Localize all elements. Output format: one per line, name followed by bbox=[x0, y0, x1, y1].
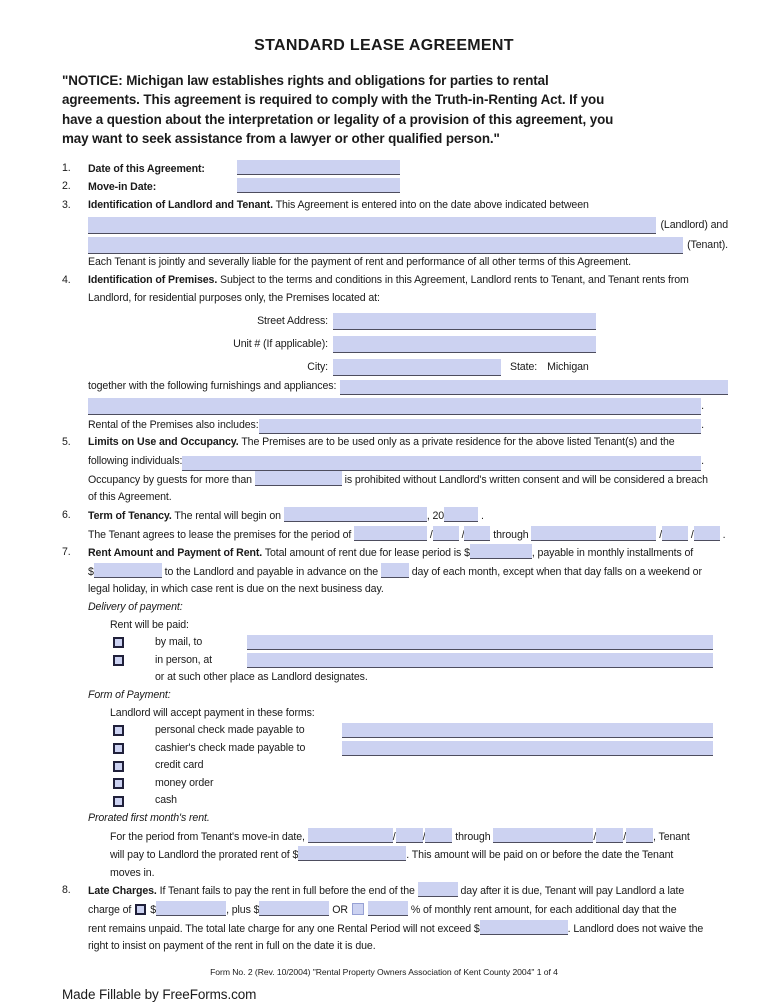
total-rent-field[interactable] bbox=[470, 544, 532, 559]
max-late-charge-field[interactable] bbox=[480, 920, 568, 935]
state-label: State: bbox=[510, 360, 538, 373]
item-3-intro: This Agreement is entered into on the date above indicated between bbox=[275, 198, 589, 211]
monthly-rent-field[interactable] bbox=[94, 563, 162, 578]
lease-pre-text: The Tenant agrees to lease the premises for the period of bbox=[88, 528, 352, 541]
slash-text: / bbox=[392, 830, 396, 843]
legal-holiday-text: legal holiday, in which case rent is due on the next business day. bbox=[88, 583, 384, 596]
street-address-field[interactable] bbox=[333, 313, 596, 330]
late-l3-post-text: . Landlord does not waive the bbox=[567, 922, 704, 935]
item-3-note: Each Tenant is jointly and severally liable for the payment of rent and performance of all other terms of this Agreement. bbox=[88, 256, 631, 269]
other-place-text: or at such other place as Landlord designates. bbox=[155, 671, 368, 684]
slash-text: / bbox=[422, 830, 426, 843]
begin-pre-text: The rental will begin on bbox=[174, 509, 281, 522]
item-1 bbox=[62, 160, 728, 179]
landlord-suffix: (Landlord) and bbox=[660, 218, 728, 231]
date-of-agreement-field[interactable] bbox=[237, 160, 400, 175]
page-title: STANDARD LEASE AGREEMENT bbox=[254, 37, 514, 54]
dollar-sign: $ bbox=[88, 565, 94, 578]
slash-text: / bbox=[659, 528, 663, 541]
furnishings-field-1[interactable] bbox=[340, 380, 728, 395]
comma-20-text: , 20 bbox=[426, 509, 445, 522]
slash-text: / bbox=[593, 830, 597, 843]
late-l1-pre-text: If Tenant fails to pay the rent in full before the end of the bbox=[159, 885, 415, 898]
occupancy-post-text: is prohibited without Landlord's written consent and will be considered a breach bbox=[344, 473, 708, 486]
form-number-footer: Form No. 2 (Rev. 10/2004) "Rental Property Owners Association of Kent County 2004" 1 of 4 bbox=[210, 966, 558, 977]
item-5-heading: Limits on Use and Occupancy. bbox=[88, 436, 239, 449]
in-person-checkbox[interactable] bbox=[113, 655, 124, 666]
late-flat-fee-checkbox[interactable] bbox=[135, 904, 146, 915]
item-6-number: 6. bbox=[62, 508, 71, 521]
unit-number-label: Unit # (If applicable): bbox=[233, 337, 328, 350]
item-4 bbox=[62, 272, 728, 434]
moves-in-text: moves in. bbox=[110, 866, 155, 879]
item-2 bbox=[62, 178, 728, 197]
occupancy-pre-text: Occupancy by guests for more than bbox=[88, 473, 252, 486]
item-4-intro-1: Subject to the terms and conditions in this Agreement, Landlord rents to Tenant, and Tenant rents from bbox=[220, 274, 689, 286]
item-8-heading: Late Charges. bbox=[88, 885, 157, 898]
city-label: City: bbox=[307, 360, 328, 373]
prorated2-post-text: . This amount will be paid on or before the date the Tenant bbox=[406, 849, 674, 862]
item-5-number: 5. bbox=[62, 436, 71, 449]
due-day-field[interactable] bbox=[381, 563, 409, 578]
prorated2-pre-text: will pay to Landlord the prorated rent of $ bbox=[110, 849, 299, 862]
cashiers-check-label: cashier's check made payable to bbox=[155, 741, 306, 754]
by-mail-checkbox[interactable] bbox=[113, 637, 124, 648]
individuals-field[interactable] bbox=[182, 456, 701, 471]
credit-card-label: credit card bbox=[155, 759, 204, 772]
by-mail-label: by mail, to bbox=[155, 636, 203, 649]
item-8-number: 8. bbox=[62, 884, 71, 897]
notice-line-2: agreements. This agreement is required to comply with the Truth-in-Renting Act. If you bbox=[62, 92, 605, 108]
prorated-start-field[interactable] bbox=[308, 828, 393, 843]
item-4-heading: Identification of Premises. bbox=[88, 274, 218, 286]
late-l1-post-text: day after it is due, Tenant will pay Landlord a late bbox=[460, 885, 685, 898]
personal-check-label: personal check made payable to bbox=[155, 724, 305, 737]
lease-end-yy-field[interactable] bbox=[694, 526, 720, 541]
money-order-checkbox[interactable] bbox=[113, 778, 124, 789]
cash-label: cash bbox=[155, 794, 177, 807]
late-l4-text: right to insist on payment of the rent in full on the date it is due. bbox=[88, 940, 376, 953]
late-charge-daily-field[interactable] bbox=[259, 901, 329, 916]
landlord-name-field[interactable] bbox=[88, 217, 656, 234]
prorated-heading: Prorated first month's rent. bbox=[88, 812, 210, 825]
item-8 bbox=[62, 882, 728, 955]
item-4-intro-2: Landlord, for residential purposes only, the Premises located at: bbox=[88, 291, 380, 304]
personal-check-payee-field[interactable] bbox=[342, 723, 713, 738]
or-text: OR bbox=[332, 904, 348, 917]
prorated-end-mm-field[interactable] bbox=[596, 828, 623, 843]
late-days-field[interactable] bbox=[418, 882, 458, 897]
unit-number-field[interactable] bbox=[333, 336, 596, 353]
lease-start-mm-field[interactable] bbox=[433, 526, 459, 541]
item-7-number: 7. bbox=[62, 546, 71, 559]
by-mail-address-field[interactable] bbox=[247, 635, 713, 650]
personal-check-checkbox[interactable] bbox=[113, 725, 124, 736]
item-3-number: 3. bbox=[62, 198, 71, 211]
begin-year-field[interactable] bbox=[444, 507, 478, 522]
total-rent-pre-text: Total amount of rent due for lease period is $ bbox=[264, 547, 470, 560]
item-5 bbox=[62, 434, 728, 507]
item-7 bbox=[62, 544, 728, 882]
prorated-pre-text: For the period from Tenant's move-in date, bbox=[110, 830, 305, 843]
cashiers-check-checkbox[interactable] bbox=[113, 743, 124, 754]
lease-end-field[interactable] bbox=[531, 526, 656, 541]
credit-card-checkbox[interactable] bbox=[113, 761, 124, 772]
cashiers-check-payee-field[interactable] bbox=[342, 741, 713, 756]
late-charge-field[interactable] bbox=[156, 901, 226, 916]
delivery-heading: Delivery of payment: bbox=[88, 600, 183, 613]
tenant-name-field[interactable] bbox=[88, 237, 683, 254]
form-of-payment-heading: Form of Payment: bbox=[88, 688, 171, 701]
prorated-start-mm-field[interactable] bbox=[396, 828, 423, 843]
tenant-suffix: (Tenant). bbox=[687, 238, 728, 251]
late-l3-pre-text: rent remains unpaid. The total late charge for any one Rental Period will not exceed $ bbox=[88, 922, 480, 935]
late-percent-checkbox[interactable] bbox=[352, 903, 364, 915]
fillable-credit: Made Fillable by FreeForms.com bbox=[62, 986, 257, 1002]
state-value: Michigan bbox=[547, 360, 589, 373]
through-text: through bbox=[455, 830, 491, 843]
period-text: . bbox=[701, 455, 704, 468]
prorated-end-field[interactable] bbox=[493, 828, 593, 843]
lease-start-field[interactable] bbox=[354, 526, 427, 541]
charge-of-text: charge of bbox=[88, 904, 132, 917]
lease-end-mm-field[interactable] bbox=[662, 526, 688, 541]
in-person-address-field[interactable] bbox=[247, 653, 713, 668]
monthly-post-text: to the Landlord and payable in advance on the bbox=[164, 565, 379, 578]
accept-forms-text: Landlord will accept payment in these forms: bbox=[110, 706, 315, 719]
street-address-label: Street Address: bbox=[257, 314, 328, 327]
item-3 bbox=[62, 197, 728, 272]
notice-line-4: may want to seek assistance from a lawyer or other qualified person." bbox=[62, 131, 500, 147]
rental-includes-field[interactable] bbox=[259, 419, 702, 434]
item-7-heading: Rent Amount and Payment of Rent. bbox=[88, 547, 263, 560]
due-day-post-text: day of each month, except when that day falls on a weekend or bbox=[411, 565, 702, 578]
through-text: through bbox=[493, 528, 529, 541]
money-order-label: money order bbox=[155, 776, 214, 789]
period-text: . bbox=[480, 509, 484, 522]
late-percent-field[interactable] bbox=[368, 901, 408, 916]
city-field[interactable] bbox=[333, 359, 501, 376]
furnishings-label: together with the following furnishings and appliances: bbox=[88, 379, 337, 392]
form-items bbox=[0, 160, 768, 956]
plus-text: , plus $ bbox=[226, 904, 260, 917]
item-6 bbox=[62, 507, 728, 544]
lease-start-yy-field[interactable] bbox=[461, 526, 490, 541]
slash-text: / bbox=[461, 528, 465, 541]
prorated-start-yy-field[interactable] bbox=[422, 828, 452, 843]
dollar-sign: $ bbox=[150, 904, 157, 917]
guest-days-field[interactable] bbox=[255, 471, 342, 486]
item-1-number: 1. bbox=[62, 161, 71, 174]
slash-text: / bbox=[623, 830, 627, 843]
move-in-date-field[interactable] bbox=[237, 178, 400, 193]
move-in-date-label: Move-in Date: bbox=[88, 181, 157, 194]
item-6-heading: Term of Tenancy. bbox=[88, 509, 172, 522]
tenant-suffix-text: , Tenant bbox=[653, 830, 690, 843]
cash-checkbox[interactable] bbox=[113, 796, 124, 807]
prorated-end-yy-field[interactable] bbox=[626, 828, 653, 843]
period-text: . bbox=[701, 418, 704, 431]
period-text: . bbox=[722, 528, 726, 541]
rent-paid-text: Rent will be paid: bbox=[110, 618, 189, 631]
item-2-number: 2. bbox=[62, 180, 71, 193]
item-3-heading: Identification of Landlord and Tenant. bbox=[88, 198, 273, 211]
occupancy-end-text: of this Agreement. bbox=[88, 491, 172, 504]
notice-paragraph bbox=[62, 71, 710, 149]
furnishings-field-2[interactable] bbox=[88, 398, 701, 415]
rental-includes-label: Rental of the Premises also includes: bbox=[88, 418, 259, 431]
begin-date-field[interactable] bbox=[284, 507, 427, 522]
total-rent-post-text: , payable in monthly installments of bbox=[531, 547, 694, 560]
in-person-label: in person, at bbox=[155, 653, 213, 666]
period-text: . bbox=[701, 399, 704, 412]
percent-post-text: % of monthly rent amount, for each additional day that the bbox=[410, 904, 677, 917]
item-4-number: 4. bbox=[62, 274, 71, 286]
notice-line-1: "NOTICE: Michigan law establishes rights and obligations for parties to rental bbox=[62, 73, 549, 88]
prorated-rent-field[interactable] bbox=[298, 846, 406, 861]
individuals-label: following individuals: bbox=[88, 455, 183, 468]
slash-text: / bbox=[690, 528, 694, 541]
slash-text: / bbox=[429, 528, 433, 541]
item-5-intro: The Premises are to be used only as a private residence for the above listed Tenant(s) and the bbox=[241, 436, 675, 449]
notice-line-3: have a question about the interpretation or legality of a provision of this agreement, you bbox=[62, 111, 614, 127]
date-of-agreement-label: Date of this Agreement: bbox=[88, 162, 205, 175]
